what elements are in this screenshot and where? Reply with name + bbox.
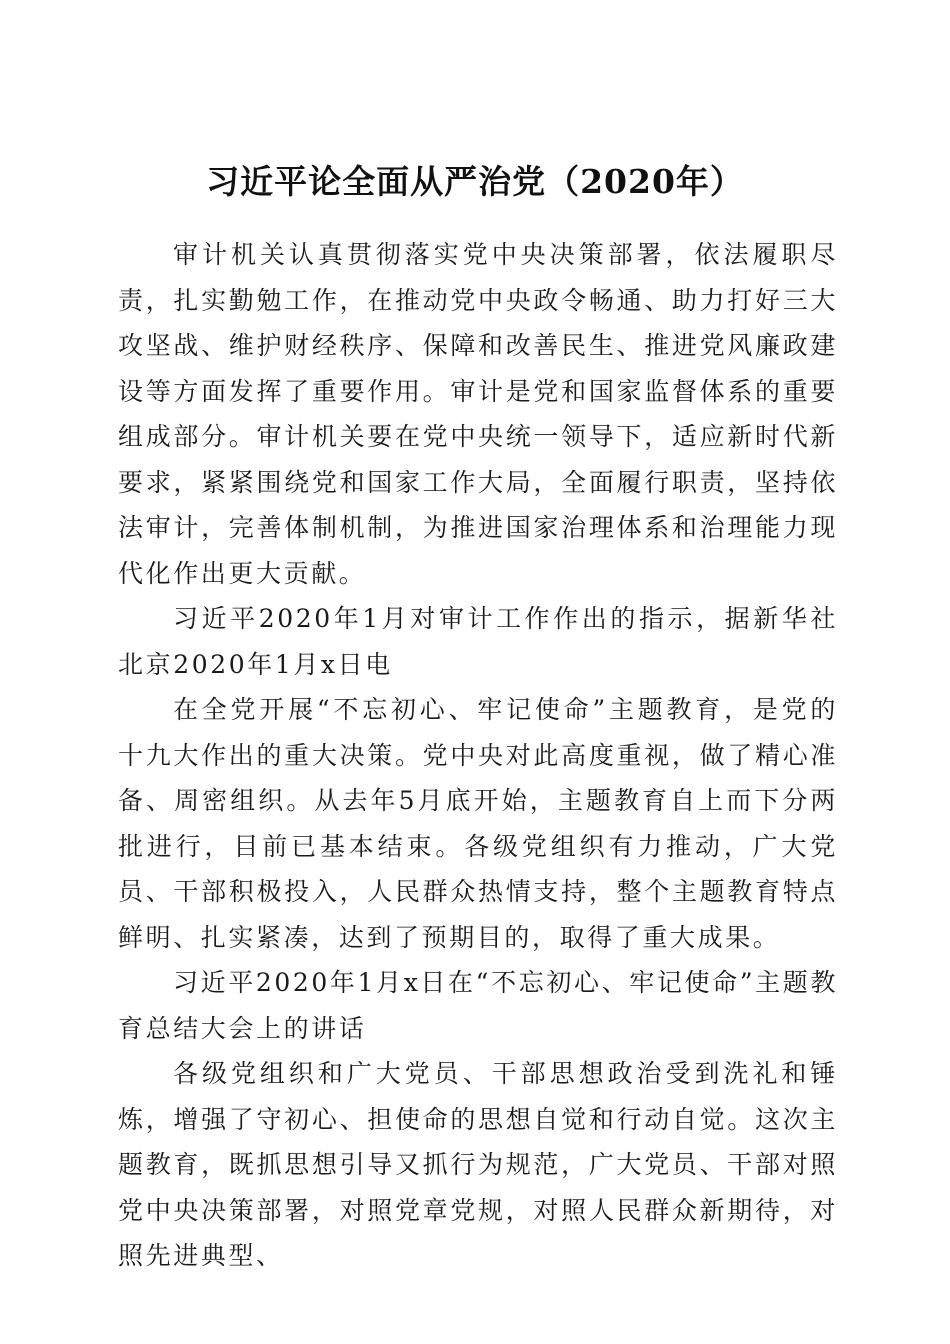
paragraph: 在全党开展“不忘初心、牢记使命”主题教育，是党的十九大作出的重大决策。党中央对此高度重视，做了精心准备、周密组织。从去年5月底开始，主题教育自上而下分两批进行，目前已基本结束。各级党组织有力推动，广大党员、干部积极投入，人民群众热情支持，整个主题教育特点鲜明、扎实紧凑，达到了预期目的，取得了重大成果。 xyxy=(118,695,838,952)
paragraph-source: 习近平2020年1月x日在“不忘初心、牢记使命”主题教育总结大会上的讲话 xyxy=(118,968,838,1043)
paragraph: 审计机关认真贯彻落实党中央决策部署，依法履职尽责，扎实勤勉工作，在推动党中央政令畅通、助力打好三大攻坚战、维护财经秩序、保障和改善民生、推进党风廉政建设等方面发挥了重要作用。审计是党和国家监督体系的重要组成部分。审计机关要在党中央统一领导下，适应新时代新要求，紧紧围绕党和国家工作大局，全面履行职责，坚持依法审计，完善体制机制，为推进国家治理体系和治理能力现代化作出更大贡献。 xyxy=(118,240,838,588)
document-title: 习近平论全面从严治党（2020年） xyxy=(206,162,744,202)
paragraph-source: 习近平2020年1月对审计工作作出的指示，据新华社北京2020年1月x日电 xyxy=(118,604,838,679)
paragraph: 各级党组织和广大党员、干部思想政治受到洗礼和锤炼，增强了守初心、担使命的思想自觉和行动自觉。这次主题教育，既抓思想引导又抓行为规范，广大党员、干部对照党中央决策部署，对照党章党规，对照人民群众新期待，对照先进典型、 xyxy=(118,1059,838,1270)
document-body xyxy=(118,232,838,1279)
